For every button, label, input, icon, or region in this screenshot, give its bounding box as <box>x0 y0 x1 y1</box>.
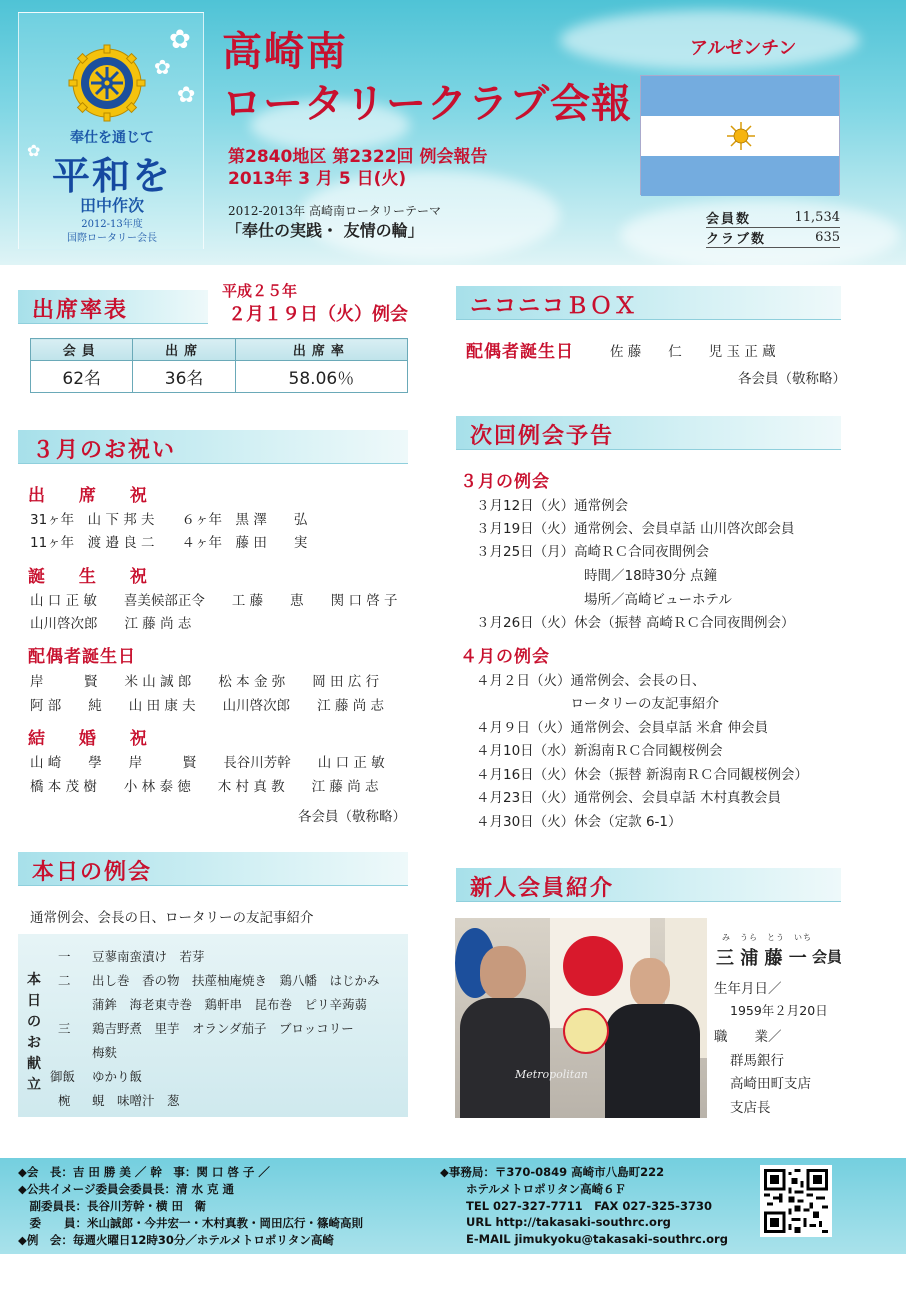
ri-theme-emblem <box>18 12 204 250</box>
ri-president-name: 田中作次 <box>79 196 144 215</box>
flower-icon: ✿ <box>27 141 41 160</box>
schedule-item: ４月９日（火）通常例会、会員卓話 米倉 伸会員 <box>476 720 769 736</box>
footer-vice-chair: 副委員長：長谷川芳幹・横 田 衛 <box>18 1199 207 1213</box>
column-header: 会員 <box>31 339 133 361</box>
celebration-heading: 結 婚 祝 <box>28 729 161 749</box>
footer-office-hotel: ホテルメトロポリタン高崎６Ｆ <box>466 1182 627 1196</box>
photo-sign-text: Metropolitan <box>515 1068 588 1081</box>
niconico-banner <box>456 286 841 320</box>
ri-statistics <box>706 208 840 248</box>
footer-phone: TEL 027-327-7711 FAX 027-325-3730 <box>466 1199 712 1213</box>
emblem-peace: 平和を <box>51 153 172 198</box>
footer-committee-members: 委 員：米山誠郎・今井宏一・木村真教・岡田広行・篠崎高則 <box>18 1216 363 1230</box>
footer-meeting-info: ◆例 会：毎週火曜日12時30分／ホテルメトロポリタン高崎 <box>18 1233 334 1247</box>
meeting-date: 2013年 3 月 5 日(火) <box>228 169 407 189</box>
member-count: 62名 <box>31 361 133 393</box>
today-description: 通常例会、会長の日、ロータリーの友記事紹介 <box>30 910 314 926</box>
theme-title: 「奉仕の実践・ 友情の輪」 <box>226 221 424 240</box>
club-name: 高崎南 <box>222 29 348 75</box>
attendance-banner <box>18 290 208 324</box>
celebration-row: 阿 部 純 山 田 康 夫 山川啓次郎 江 藤 尚 志 <box>30 698 385 714</box>
celebration-row: 11ヶ年 渡 邉 良 二 ４ヶ年 藤 田 実 <box>30 535 308 551</box>
attendance-table <box>30 338 408 393</box>
today-title: 本日の例会 <box>32 860 153 885</box>
attendance-era-year: 平成２５年 <box>222 282 298 300</box>
april-heading: ４月の例会 <box>460 647 550 667</box>
newsletter-title: ロータリークラブ会報 <box>222 81 632 127</box>
stat-label: 会員数 <box>706 212 752 227</box>
menu-item: 鶏吉野煮 里芋 オランダ茄子 ブロッコリー <box>92 1021 354 1036</box>
stat-value: 11,534 <box>794 210 840 225</box>
ri-year: 2012-13年度 <box>81 219 143 230</box>
celebration-heading: 出 席 祝 <box>28 486 161 506</box>
member-name: 三 浦 藤 一 <box>716 948 807 969</box>
footer-email-link[interactable]: E-MAIL jimukyoku@takasaki-southrc.org <box>466 1232 728 1246</box>
stat-value: 635 <box>815 230 840 245</box>
member-branch: 高崎田町支店 <box>730 1076 811 1092</box>
new-member-banner <box>456 868 841 902</box>
schedule-item: ３月19日（火）通常例会、会員卓話 山川啓次郎会員 <box>476 521 795 537</box>
menu-item: 蒲鉾 海老東寺巻 鶏軒串 昆布巻 ピリ辛蒟蒻 <box>92 997 368 1012</box>
stat-label: クラブ数 <box>706 232 767 247</box>
ri-role: 国際ロータリー会長 <box>67 233 157 244</box>
sun-of-may-icon <box>726 121 756 151</box>
footer-officers: ◆会 長：吉 田 勝 美 ／ 幹 事：関 口 啓 子 ／ <box>18 1165 270 1179</box>
schedule-item: ３月12日（火）通常例会 <box>476 498 629 514</box>
attendance-rate: 58.06％ <box>235 361 407 393</box>
table-row <box>31 361 408 393</box>
menu-key: 一 <box>58 949 71 964</box>
menu-key: 椀 <box>58 1093 71 1108</box>
flower-icon: ✿ <box>169 25 191 55</box>
emblem-lead: 奉仕を通じて <box>70 130 154 146</box>
schedule-item: ロータリーの友記事紹介 <box>476 696 719 712</box>
schedule-item: ４月16日（火）休会（振替 新潟南ＲＣ合同観桜例会） <box>476 767 808 783</box>
present-count: 36名 <box>133 361 235 393</box>
menu-key: 三 <box>58 1021 71 1036</box>
niconico-title: ニコニコＢＯＸ <box>470 293 639 319</box>
menu-label: 本 日 の お 献 立 <box>27 972 41 1093</box>
member-position: 支店長 <box>730 1100 771 1116</box>
menu-item: 梅麩 <box>92 1045 118 1060</box>
menu-item: 蜆 味噌汁 葱 <box>92 1093 180 1108</box>
attendance-meeting-date: ２月１９日（火）例会 <box>228 304 408 325</box>
member-name-ruby: み うら とう いち <box>722 933 812 942</box>
flower-icon: ✿ <box>177 83 196 108</box>
column-header: 出席 <box>133 339 235 361</box>
next-meetings-title: 次回例会予告 <box>470 424 615 449</box>
schedule-item: ４月30日（火）休会（定款 6-1） <box>476 814 682 830</box>
theme-lead: 2012-2013年 高崎南ロータリーテーマ <box>228 204 441 218</box>
member-employer: 群馬銀行 <box>730 1053 784 1069</box>
attendance-title: 出席率表 <box>32 298 129 323</box>
schedule-item: 時間／18時30分 点鐘 <box>476 568 718 584</box>
meeting-number: 第2840地区 第2322回 例会報告 <box>228 147 488 167</box>
new-member-title: 新人会員紹介 <box>470 876 615 901</box>
footer-office-address: ◆事務局：〒370-0849 高崎市八島町222 <box>440 1165 665 1179</box>
celebration-row: 岸 賢 米 山 誠 郎 松 本 金 弥 岡 田 広 行 <box>30 674 380 690</box>
niconico-names: 佐 藤 仁 児 玉 正 蔵 <box>610 344 776 360</box>
stat-row <box>706 208 840 228</box>
schedule-item: ３月26日（火）休会（振替 高崎ＲＣ合同夜間例会） <box>476 615 795 631</box>
celebration-row: 31ヶ年 山 下 邦 夫 ６ヶ年 黒 澤 弘 <box>30 512 308 528</box>
celebration-banner <box>18 430 408 464</box>
next-meetings-banner <box>456 416 841 450</box>
member-suffix: 会員 <box>812 948 843 966</box>
schedule-item: ３月25日（月）高崎ＲＣ合同夜間例会 <box>476 544 710 560</box>
menu-key: 御飯 <box>50 1069 76 1084</box>
argentina-flag-icon <box>640 75 840 195</box>
menu-item: ゆかり飯 <box>92 1069 143 1084</box>
menu-item: 出し巻 香の物 扶蓙柚庵焼き 鶏八幡 はじかみ <box>92 973 380 988</box>
celebration-row: 山 口 正 敏 喜美候部正令 工 藤 恵 関 口 啓 子 <box>30 593 398 609</box>
celebration-heading: 配偶者誕生日 <box>28 647 136 667</box>
niconico-label: 配偶者誕生日 <box>466 342 574 362</box>
honorific-note: 各会員（敬称略） <box>738 371 846 387</box>
footer-url-link[interactable]: URL http://takasaki-southrc.org <box>466 1215 671 1229</box>
featured-country: アルゼンチン <box>690 38 797 59</box>
stat-row <box>706 228 840 248</box>
celebration-row: 山川啓次郎 江 藤 尚 志 <box>30 616 192 632</box>
qr-code-icon[interactable] <box>760 1165 832 1237</box>
menu-item: 豆蓼南蛮漬け 若芽 <box>92 949 205 964</box>
celebration-row: 橋 本 茂 樹 小 林 泰 徳 木 村 真 教 江 藤 尚 志 <box>30 779 379 795</box>
schedule-item: ４月23日（火）通常例会、会員卓話 木村真教会員 <box>476 790 781 806</box>
menu-key: 二 <box>58 973 71 988</box>
column-header: 出席率 <box>235 339 407 361</box>
celebration-heading: 誕 生 祝 <box>28 567 161 587</box>
schedule-item: 場所／高崎ビューホテル <box>476 592 732 608</box>
new-member-photo <box>455 918 707 1118</box>
member-detail-label: 職 業／ <box>714 1029 782 1045</box>
celebration-row: 山 崎 學 岸 賢 長谷川芳幹 山 口 正 敏 <box>30 755 385 771</box>
flower-icon: ✿ <box>154 55 171 79</box>
footer-committee-chair: ◆公共イメージ委員会委員長：清 水 克 通 <box>18 1182 235 1196</box>
march-heading: ３月の例会 <box>460 472 550 492</box>
member-detail-label: 生年月日／ <box>714 981 782 997</box>
schedule-item: ４月10日（水）新潟南ＲＣ合同観桜例会 <box>476 743 723 759</box>
honorific-note: 各会員（敬称略） <box>298 809 406 825</box>
today-banner <box>18 852 408 886</box>
rotary-wheel-icon <box>67 43 147 123</box>
table-header-row <box>31 339 408 361</box>
member-birthdate: 1959年２月20日 <box>730 1003 828 1018</box>
celebration-title: ３月のお祝い <box>32 438 177 463</box>
schedule-item: ４月２日（火）通常例会、会長の日、 <box>476 673 706 689</box>
